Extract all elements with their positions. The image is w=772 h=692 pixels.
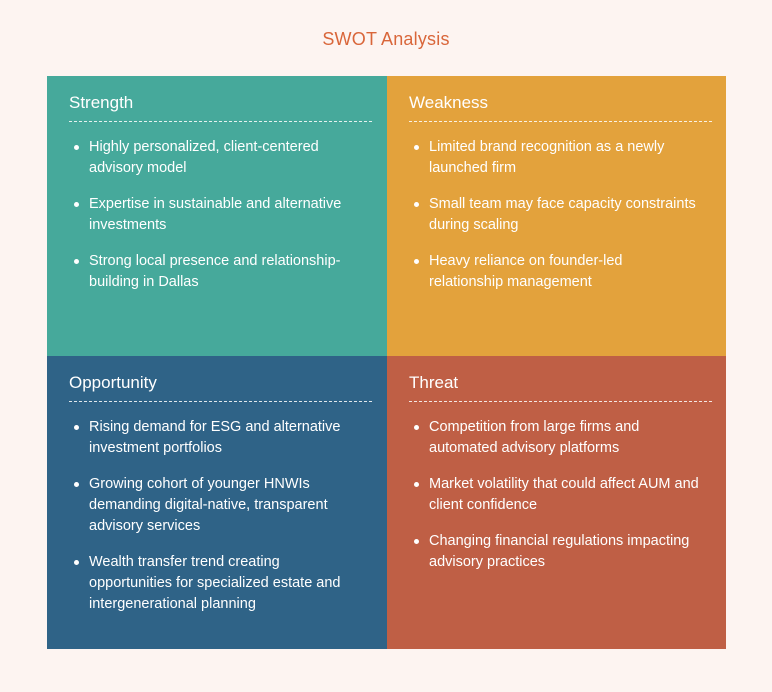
weakness-quadrant (387, 76, 726, 356)
strength-item: Expertise in sustainable and alternative investments (89, 194, 371, 236)
diagram-title: SWOT Analysis (322, 29, 450, 49)
threat-heading: Threat (409, 373, 712, 402)
opportunity-item: Wealth transfer trend creating opportunities for specialized estate and intergenerational planning (89, 552, 371, 615)
threat-quadrant (387, 356, 726, 649)
threat-list (409, 417, 710, 573)
threat-item: Changing financial regulations impacting advisory practices (429, 531, 710, 573)
weakness-item: Small team may face capacity constraints during scaling (429, 194, 710, 236)
weakness-item: Heavy reliance on founder-led relationship management (429, 251, 710, 293)
strength-item: Strong local presence and relationship-building in Dallas (89, 251, 371, 293)
opportunity-heading: Opportunity (69, 373, 372, 402)
strength-item: Highly personalized, client-centered advisory model (89, 137, 371, 179)
opportunity-item: Growing cohort of younger HNWIs demanding digital-native, transparent advisory services (89, 474, 371, 537)
swot-grid (47, 76, 726, 649)
strength-heading: Strength (69, 93, 372, 122)
opportunity-item: Rising demand for ESG and alternative investment portfolios (89, 417, 371, 459)
weakness-list (409, 137, 710, 293)
weakness-item: Limited brand recognition as a newly launched firm (429, 137, 710, 179)
strength-list (69, 137, 371, 293)
weakness-heading: Weakness (409, 93, 712, 122)
strength-quadrant (47, 76, 387, 356)
threat-item: Competition from large firms and automated advisory platforms (429, 417, 710, 459)
opportunity-list (69, 417, 371, 615)
opportunity-quadrant (47, 356, 387, 649)
threat-item: Market volatility that could affect AUM and client confidence (429, 474, 710, 516)
